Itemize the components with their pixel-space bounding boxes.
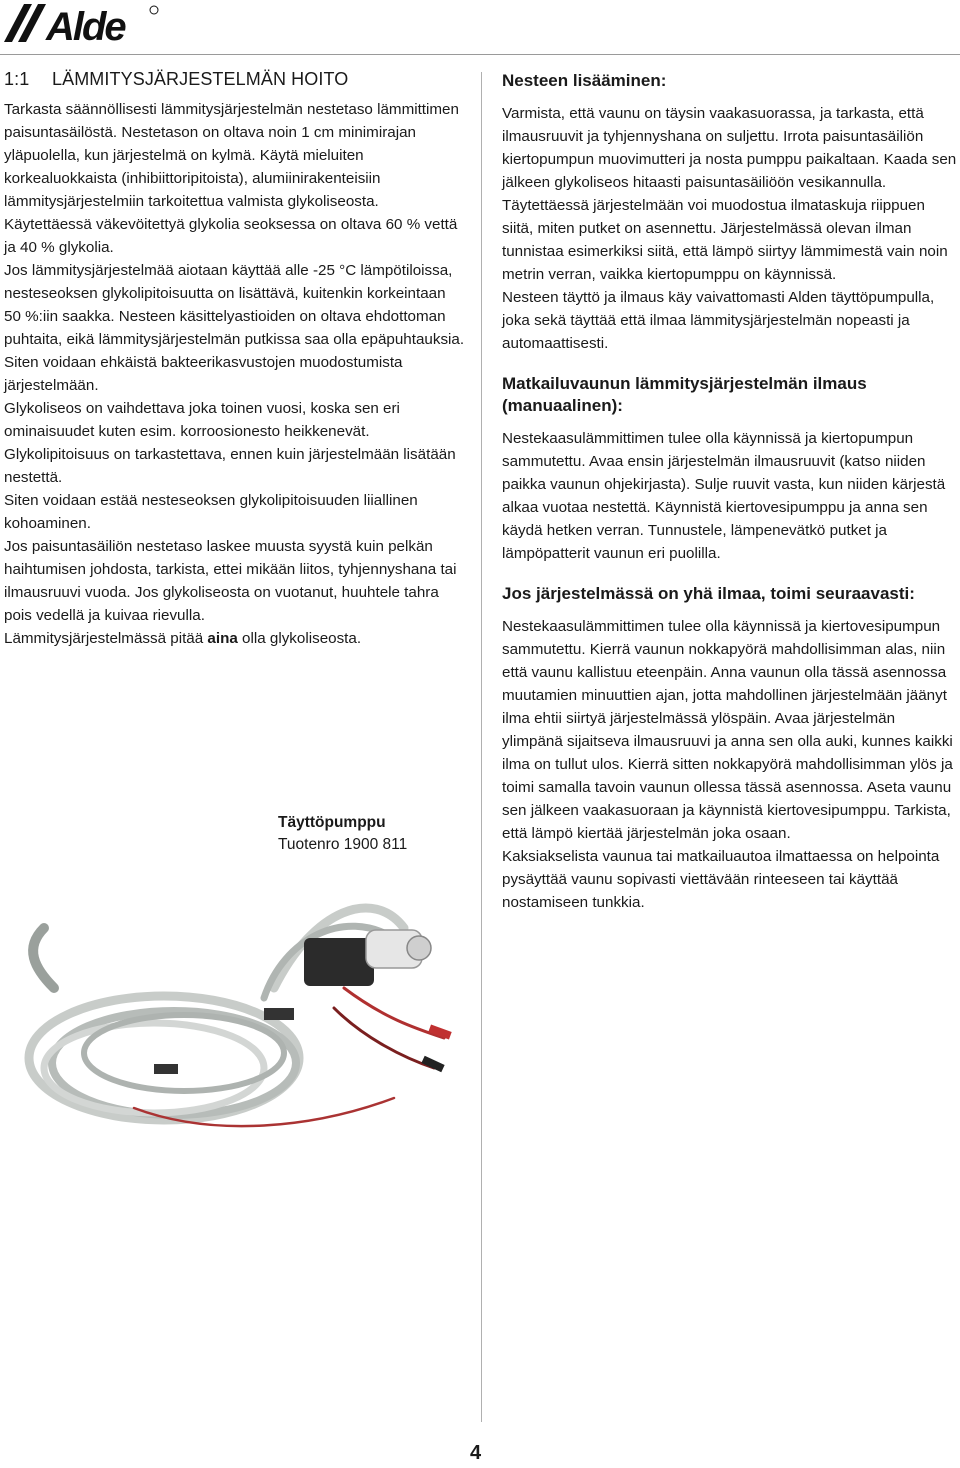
photo-caption <box>278 812 478 856</box>
alde-logo <box>4 2 164 46</box>
section-title: LÄMMITYSJÄRJESTELMÄN HOITO <box>52 69 349 89</box>
paragraph: Glykoliseos on vaihdettava joka toinen vuosi, koska sen eri ominaisuudet kuten esim. korroosionesto heikkenevät. <box>4 400 400 440</box>
paragraph: Kaksiakselista vaunua tai matkailuautoa ilmattaessa on helpointa pysäyttää vaunu sopivasti viettävään rinteeseen tai käyttää nostamiseen tunkkia. <box>502 848 940 911</box>
header-rule <box>0 54 960 55</box>
paragraph: Jos lämmitysjärjestelmää aiotaan käyttää alle -25 °C lämpötiloissa, nesteseoksen glykolipitoisuutta on lisättävä, kuitenkin korkeintaan 50 %:iin saakka. Nesteen käsittelyastioiden on oltava ehdottoman puhtaita, eikä lämmitysjärjestelmän putkissa saa olla epäpuhtauksia. Siten voidaan ehkäistä bakteerikasvustojen muodostumista järjestelmään. <box>4 262 465 394</box>
paragraph: Tarkasta säännöllisesti lämmitysjärjestelmän nestetaso lämmittimen paisuntasäilöstä. Nestetason on oltava noin 1 cm minimirajan yläpuolella, kun järjestelmä on kylmä. Käytä mieluiten korkealuokkaista (inhibiittoripitoista), alumiinirakenteisiin lämmitysjärjestelmiin tarkoitettua valmista glykoliseosta. Käytettäessä väkevöitettyä glykolia seoksessa on oltava 60 % vettä ja 40 % glykolia. <box>4 101 459 256</box>
right-column <box>502 66 960 914</box>
paragraph: Siten voidaan estää nesteseoksen glykolipitoisuuden liiallinen kohoaminen. <box>4 492 418 532</box>
paragraph: Nestekaasulämmittimen tulee olla käynnissä ja kiertovesipumpun sammutettu. Kierrä vaunun nokkapyörä mahdollisimman alas, niin että vaunu kallistuu eteenpäin. Anna vaunun olla tässä asennossa muutamien minuuttien ajan, jotta mahdollinen järjestelmään jäänyt ilma ehtii siirtyä järjestelmässä ylöspäin. Avaa järjestelmän ylimpänä sijaitseva ilmausruuvi ja anna sen olla auki, kunnes kaikki ilma on tullut ulos. Kierrä sitten nokkapyörä mahdollisimman ylös ja toimi samalla tavoin vaunun ollessa tässä asennossa. Aseta vaunu sen jälkeen vaakasuoraan ja käynnistä kiertovesipumppu. Tarkista, että lämpö kiertää järjestelmän joka osaan. <box>502 618 953 842</box>
left-column <box>4 66 466 650</box>
brand-wordmark: Alde <box>46 5 125 46</box>
paragraph: Nestekaasulämmittimen tulee olla käynnissä ja kiertopumpun sammutettu. Avaa ensin järjestelmän ilmausruuvit (katso niiden paikka vaunun ohjekirjasta). Sulje ruuvit vasta, kun niiden kärjestä alkaa vuotaa nestettä. Käynnistä kiertovesipumppu ja anna sen käydä hetken verran. Tunnustele, lämpenevätkö putket ja lämpöpatterit vaunun eri puolilla. <box>502 430 946 562</box>
section-number: 1:1 <box>4 69 30 89</box>
paragraph: Glykolipitoisuus on tarkastettava, ennen kuin järjestelmään lisätään nestettä. <box>4 446 456 486</box>
caption-product-code: Tuotenro 1900 811 <box>278 836 408 853</box>
paragraph: Varmista, että vaunu on täysin vaakasuorassa, ja tarkasta, että ilmausruuvit ja tyhjennyshana on suljettu. Irrota paisuntasäiliön kiertopumpun muovimutteri ja nosta pumppu paikaltaan. Kaada sen jälkeen glykoliseos hitaasti paisuntasäiliöön vesikannulla. Täytettäessä järjestelmään voi muodostua ilmataskuja riippuen siitä, miten putket on asennettu. Järjestelmässä olevan ilman tunnistaa esimerkiksi siitä, että lämpö siirtyy lämmimestä vain noin metrin verran, vaikka kiertopumppu on käynnissä. <box>502 105 957 283</box>
text-run: olla glykoliseosta. <box>237 630 362 647</box>
caption-title: Täyttöpumppu <box>278 814 386 831</box>
section-heading <box>4 66 466 92</box>
heading-adding-fluid: Nesteen lisääminen: <box>502 71 667 90</box>
column-divider <box>481 72 482 1422</box>
paragraph: Nesteen täyttö ja ilmaus käy vaivattomasti Alden täyttöpumpulla, joka sekä täyttää että ilmaa lämmitysjärjestelmän nopeasti ja automaattisesti. <box>502 289 935 352</box>
filling-pump-image <box>14 868 466 1168</box>
paragraph <box>4 627 466 650</box>
heading-if-still-air: Jos järjestelmässä on yhä ilmaa, toimi seuraavasti: <box>502 584 915 603</box>
paragraph: Jos paisuntasäiliön nestetaso laskee muusta syystä kuin pelkän haihtumisen johdosta, tarkista, ettei mikään liitos, tyhjennyshana tai ilmausruuvi vuoda. Jos glykoliseosta on vuotanut, huuhtele tahra pois vedellä ja kuivaa rievulla. <box>4 538 457 624</box>
heading-manual-bleeding: Matkailuvaunun lämmitysjärjestelmän ilmaus (manuaalinen): <box>502 374 867 415</box>
page-number: 4 <box>470 1442 482 1464</box>
emphasis: aina <box>207 630 238 647</box>
text-run: Lämmitysjärjestelmässä pitää <box>4 630 208 647</box>
